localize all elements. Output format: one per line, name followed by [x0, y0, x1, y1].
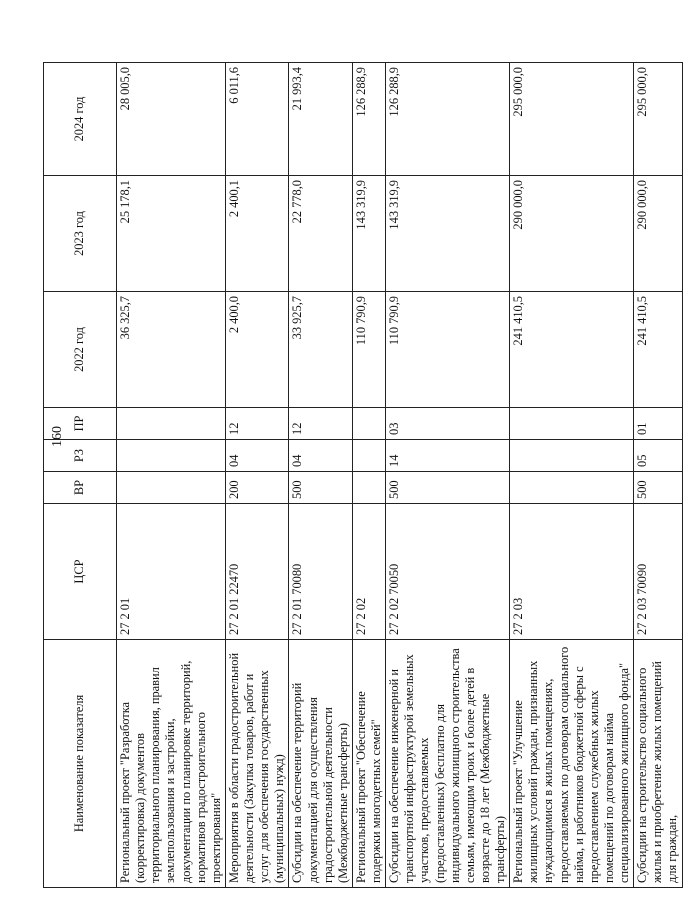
indicator-name: Субсидии на строительство социального жилья и приобретение жилых помещений для граждан, [634, 640, 682, 888]
header-cell-vr: ВР [44, 472, 117, 504]
rz-code: 05 [634, 440, 682, 472]
value-2024: 126 288,9 [352, 63, 385, 176]
table-row [289, 63, 353, 888]
pr-code [352, 408, 385, 440]
indicator-name: Субсидии на обеспечение территорий документацией для осуществления градостроительной деятельности (Межбюджетные трансферты) [289, 640, 353, 888]
csr-code: 27 2 02 70050 [386, 504, 510, 640]
value-2022: 2 400,0 [225, 292, 289, 408]
rz-code: 04 [289, 440, 353, 472]
table-row [225, 63, 289, 888]
value-2023: 290 000,0 [510, 176, 634, 292]
pr-code: 12 [225, 408, 289, 440]
csr-code: 27 2 01 22470 [225, 504, 289, 640]
header-cell-2024: 2024 год [44, 63, 117, 176]
header-cell-name: Наименование показателя [44, 640, 117, 888]
value-2023: 25 178,1 [117, 176, 226, 292]
rz-code [352, 440, 385, 472]
header-cell-pr: ПР [44, 408, 117, 440]
vr-code [510, 472, 634, 504]
vr-code: 500 [289, 472, 353, 504]
table-header-row [44, 63, 117, 888]
header-cell-2022: 2022 год [44, 292, 117, 408]
header-cell-2023: 2023 год [44, 176, 117, 292]
vr-code [117, 472, 226, 504]
value-2024: 28 005,0 [117, 63, 226, 176]
value-2023: 143 319,9 [352, 176, 385, 292]
rz-code [510, 440, 634, 472]
table-row [117, 63, 226, 888]
pr-code [510, 408, 634, 440]
value-2024: 295 000,0 [634, 63, 682, 176]
vr-code: 500 [386, 472, 510, 504]
table-row [634, 63, 682, 888]
indicator-name: Региональный проект "Обеспечение подержки многодетных семей" [352, 640, 385, 888]
pr-code [117, 408, 226, 440]
csr-code: 27 2 02 [352, 504, 385, 640]
value-2023: 290 000,0 [634, 176, 682, 292]
indicator-name: Региональный проект "Разработка (корректировка) документов территориального планирования, правил землепользования и застройки, документации по планировке территорий, нормативов градостроительного проектирования" [117, 640, 226, 888]
header-cell-rz: РЗ [44, 440, 117, 472]
table-row [352, 63, 385, 888]
value-2022: 241 410,5 [510, 292, 634, 408]
value-2023: 22 778,0 [289, 176, 353, 292]
header-cell-csr: ЦСР [44, 504, 117, 640]
rz-code [117, 440, 226, 472]
value-2023: 143 319,9 [386, 176, 510, 292]
value-2024: 126 288,9 [386, 63, 510, 176]
indicator-name: Мероприятия в области градостроительной деятельности (Закупка товаров, работ и услуг для обеспечения государственных (муниципальных) нужд) [225, 640, 289, 888]
value-2023: 2 400,1 [225, 176, 289, 292]
csr-code: 27 2 01 70080 [289, 504, 353, 640]
indicator-name: Региональный проект "Улучшение жилищных условий граждан, признанных нуждающимися в жилых помещениях, предоставляемых по договорам социального найма, и работников бюджетной сферы с предоставлением служебных жилых помещений по договорам найма специализированного жилищного фонда" [510, 640, 634, 888]
budget-table [43, 62, 683, 888]
vr-code: 500 [634, 472, 682, 504]
value-2024: 6 011,6 [225, 63, 289, 176]
value-2024: 295 000,0 [510, 63, 634, 176]
value-2024: 21 993,4 [289, 63, 353, 176]
rz-code: 04 [225, 440, 289, 472]
pr-code: 01 [634, 408, 682, 440]
value-2022: 110 790,9 [386, 292, 510, 408]
indicator-name: Субсидии на обеспечение инженерной и транспортной инфраструктурой земельных участков, предоставляемых (предоставленных) бесплатно для индивидуального жилищного строительства семьям, имеющим троих и более детей в возрасте до 18 лет (Межбюджетные трансферты) [386, 640, 510, 888]
csr-code: 27 2 01 [117, 504, 226, 640]
vr-code [352, 472, 385, 504]
pr-code: 12 [289, 408, 353, 440]
page-number: 160 [50, 426, 65, 447]
rotated-table-container [43, 63, 680, 888]
value-2022: 241 410,5 [634, 292, 682, 408]
vr-code: 200 [225, 472, 289, 504]
csr-code: 27 2 03 70090 [634, 504, 682, 640]
table-row [510, 63, 634, 888]
value-2022: 110 790,9 [352, 292, 385, 408]
csr-code: 27 2 03 [510, 504, 634, 640]
value-2022: 36 325,7 [117, 292, 226, 408]
table-row [386, 63, 510, 888]
value-2022: 33 925,7 [289, 292, 353, 408]
pr-code: 03 [386, 408, 510, 440]
rz-code: 14 [386, 440, 510, 472]
